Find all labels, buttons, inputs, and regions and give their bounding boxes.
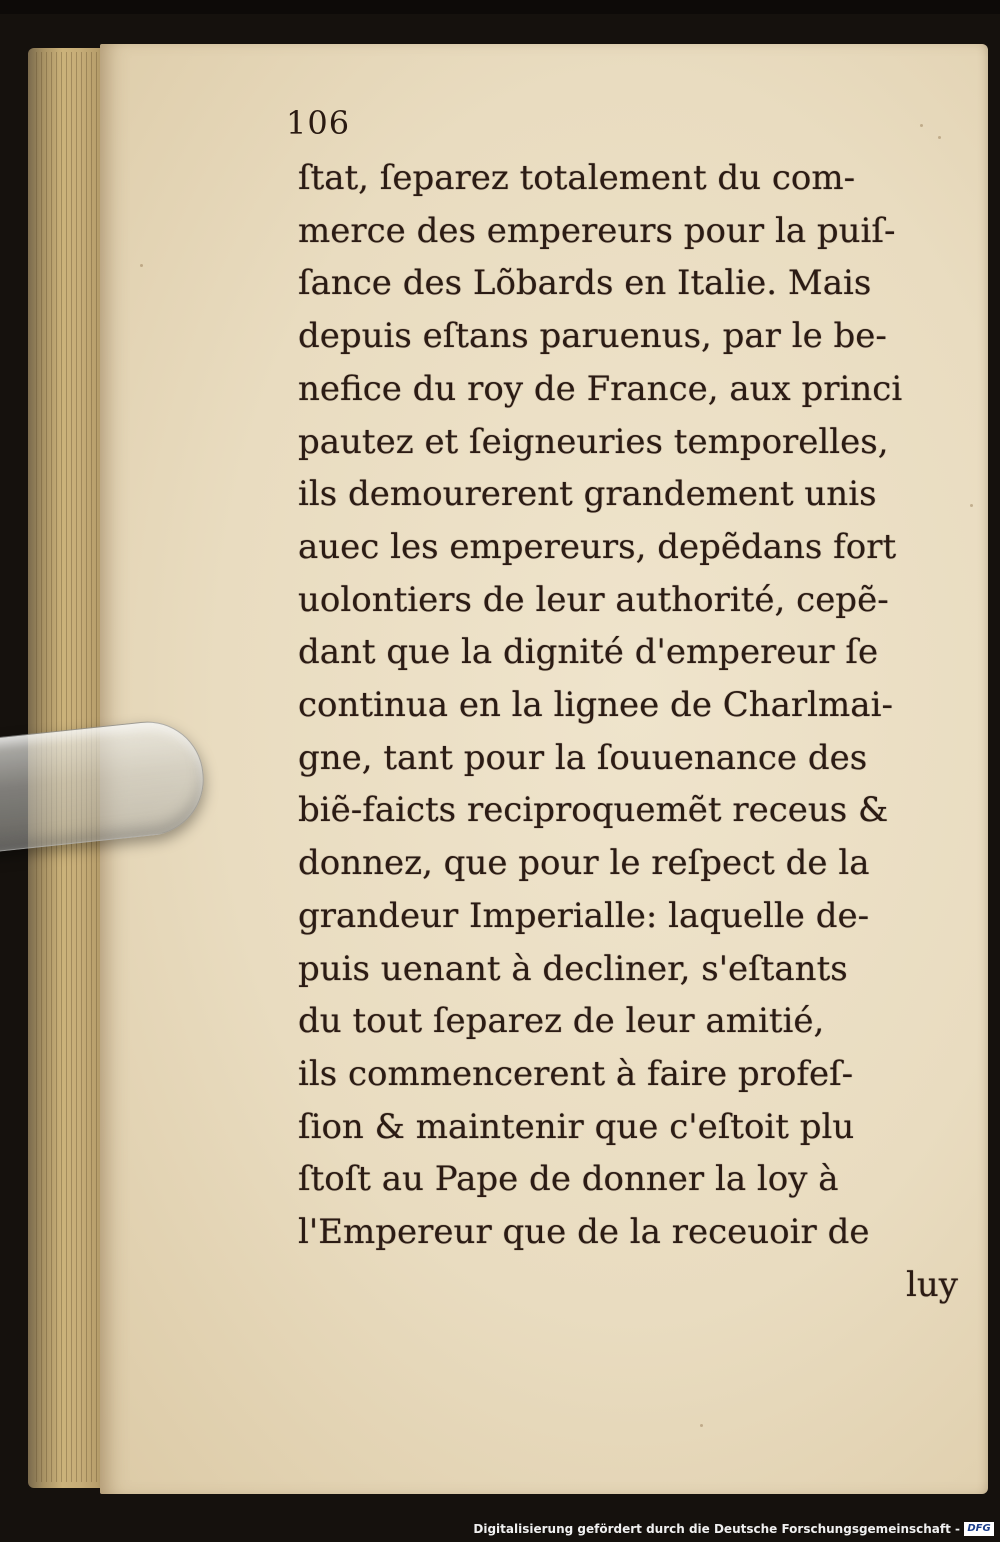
text-line: du tout ſeparez de leur amitié, xyxy=(298,1001,825,1042)
foxing-spot xyxy=(920,124,923,127)
text-line: pautez et ſeigneuries temporelles, xyxy=(298,421,889,462)
text-line: ſtat, ſeparez totalement du com- xyxy=(298,158,856,198)
scanner-top-strip xyxy=(0,0,1000,14)
digitization-credit: Digitalisierung gefördert durch die Deutsche Forschungsgemeinschaft - xyxy=(473,1522,960,1536)
foxing-spot xyxy=(140,264,143,267)
text-line: uolontiers de leur authorité, cepẽ- xyxy=(298,579,889,620)
text-line: gne, tant pour la ſouuenance des xyxy=(298,737,868,778)
page-number: 106 xyxy=(286,104,351,142)
text-line: continua en la lignee de Charlmai- xyxy=(298,685,893,726)
foxing-spot xyxy=(938,136,941,139)
dfg-logo: DFG xyxy=(964,1522,994,1536)
text-line: grandeur Imperialle: laquelle de- xyxy=(298,895,870,936)
text-line: puis uenant à decliner, s'eſtants xyxy=(298,948,848,989)
text-line: nefice du roy de France, aux princi xyxy=(298,368,903,409)
text-line: biẽ-faicts reciproquemẽt receus & xyxy=(298,790,889,831)
text-line: ils commencerent à faire profeſ- xyxy=(298,1053,854,1094)
text-line: auec les empereurs, depẽdans fort xyxy=(298,526,897,567)
text-line: ſtoſt au Pape de donner la loy à xyxy=(298,1159,839,1200)
foxing-spot xyxy=(700,1424,703,1427)
body-text xyxy=(298,152,964,1311)
text-line: ſion & maintenir que c'eſtoit plu xyxy=(298,1106,855,1147)
text-line: donnez, que pour le reſpect de la xyxy=(298,843,870,884)
text-line: dant que la dignité d'empereur ſe xyxy=(298,632,879,673)
text-line: merce des empereurs pour la puiſ- xyxy=(298,210,896,251)
text-line: l'Empereur que de la receuoir de xyxy=(298,1212,870,1253)
text-line: ſance des Lõbards en Italie. Mais xyxy=(298,263,872,304)
foxing-spot xyxy=(970,504,973,507)
text-line: depuis eſtans paruenus, par le be- xyxy=(298,316,887,357)
catchword: luy xyxy=(906,1264,958,1305)
text-line: ils demourerent grandement unis xyxy=(298,474,877,515)
